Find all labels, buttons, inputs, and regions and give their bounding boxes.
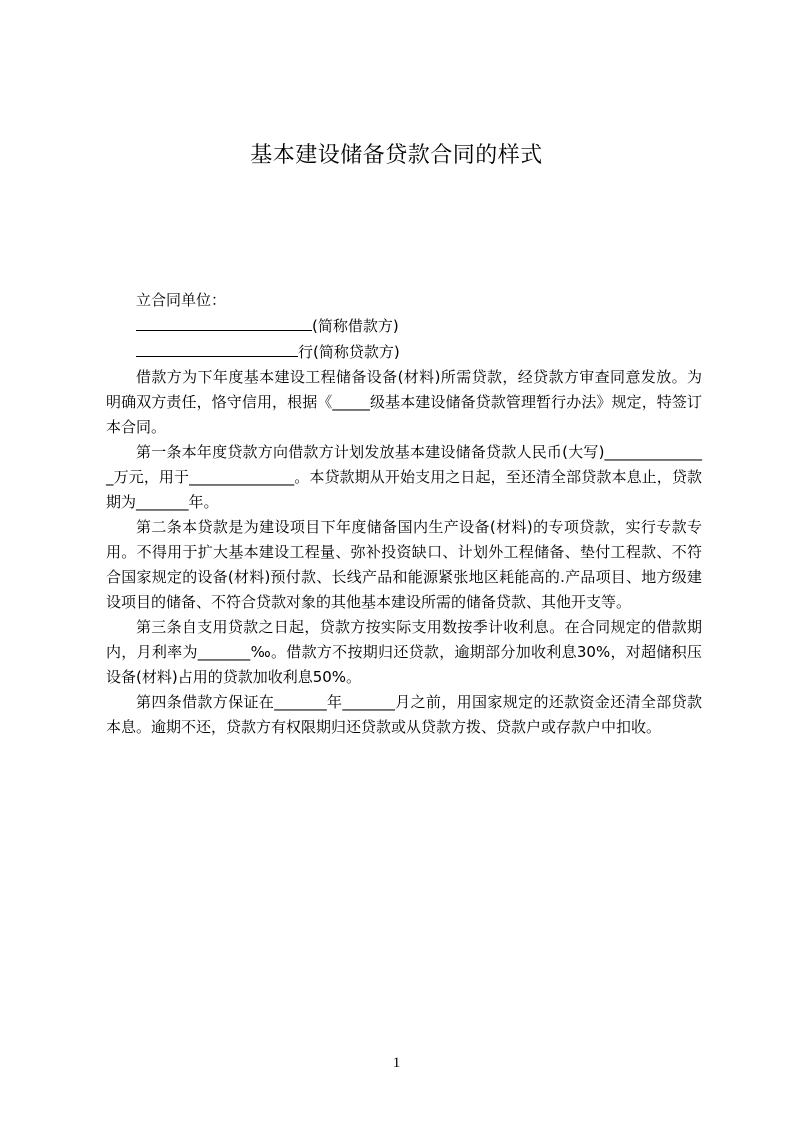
- parties-label: 立合同单位：: [136, 291, 227, 309]
- lender-suffix: 行(简称贷款方): [298, 343, 400, 361]
- lender-line: [106, 339, 702, 365]
- borrower-line: [106, 313, 702, 339]
- document-title: 基本建设储备贷款合同的样式: [250, 143, 543, 168]
- lender-name-blank: [136, 339, 298, 357]
- paragraph-article-3: 第三条自支用贷款之日起，贷款方按实际支用数按季计收利息。在合同规定的借款期内，月利率为_______‰。借款方不按期归还贷款，逾期部分加收利息30%，对超储积压设备(材料)占用的贷款加收利息50%。: [106, 618, 702, 686]
- document-body: [106, 288, 702, 740]
- borrower-name-blank: [136, 313, 312, 331]
- paragraph-preamble: 借款方为下年度基本建设工程储备设备(材料)所需贷款，经贷款方审查同意发放。为明确双方责任，恪守信用，根据《_____级基本建设储备贷款管理暂行办法》规定，特签订本合同。: [106, 368, 702, 436]
- paragraph-article-4: 第四条借款方保证在_______年_______月之前，用国家规定的还款资金还清全部贷款本息。逾期不还，贷款方有权限期归还贷款或从贷款方拨、贷款户或存款户中扣收。: [106, 693, 702, 736]
- borrower-suffix: (简称借款方): [312, 317, 399, 335]
- page-number: 1: [392, 1055, 401, 1071]
- paragraph-article-2: 第二条本贷款是为建设项目下年度储备国内生产设备(材料)的专项贷款，实行专款专用。不得用于扩大基本建设工程量、弥补投资缺口、计划外工程储备、垫付工程款、不符合国家规定的设备(材料)预付款、长线产品和能源紧张地区耗能高的.产品项目、地方级建设项目的储备、不符合贷款对象的其他基本建设所需的储备贷款、其他开支等。: [106, 518, 702, 611]
- paragraph-article-1: 第一条本年度贷款方向借款方计划发放基本建设储备贷款人民币(大写)______________万元，用于______________。本贷款期从开始支用之日起，至还清全部贷款本息止，贷款期为_______年。: [106, 443, 702, 511]
